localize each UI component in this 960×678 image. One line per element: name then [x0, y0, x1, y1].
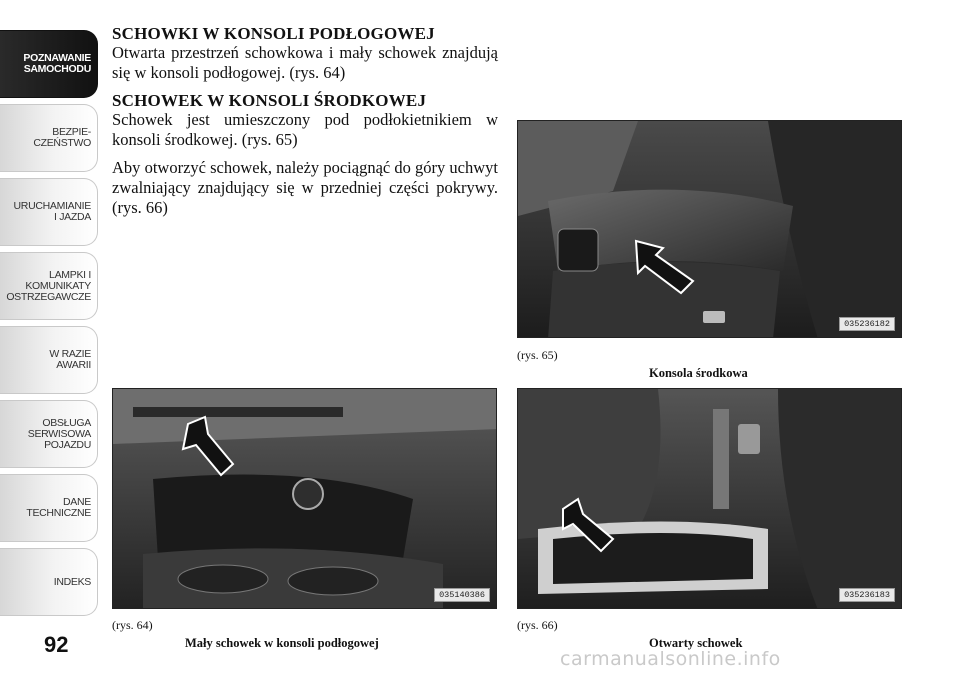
tab-uruchamianie-i-jazda[interactable]: URUCHAMIANIE I JAZDA — [0, 178, 98, 246]
figure-66-ref: (rys. 66) — [517, 618, 558, 632]
figure-64-image — [112, 388, 497, 609]
tab-bezpieczenstwo[interactable]: BEZPIE- CZEŃSTWO — [0, 104, 98, 172]
open-storage-illustration — [518, 389, 902, 609]
figure-66-code: 035236183 — [839, 588, 895, 602]
center-console-illustration — [518, 121, 902, 338]
figure-66-image — [517, 388, 902, 609]
tab-indeks[interactable]: INDEKS — [0, 548, 98, 616]
text-column — [112, 24, 498, 218]
paragraph-center-console-1: Schowek jest umieszczony pod podłokietnikiem w konsoli środkowej. (rys. 65) — [112, 110, 498, 149]
tab-w-razie-awarii[interactable]: W RAZIE AWARII — [0, 326, 98, 394]
chapter-sidebar — [0, 0, 100, 640]
figure-66-caption: Otwarty schowek — [649, 636, 743, 650]
section-heading-floor-console: SCHOWKI W KONSOLI PODŁOGOWEJ — [112, 24, 435, 43]
watermark: carmanualsonline.info — [560, 648, 781, 670]
figure-64-code: 035140386 — [434, 588, 490, 602]
paragraph-floor-console: Otwarta przestrzeń schowkowa i mały schowek znajdują się w konsoli podłogowej. (rys. 64) — [112, 43, 498, 82]
figure-64-ref: (rys. 64) — [112, 618, 153, 632]
tab-poznawanie-samochodu[interactable]: POZNAWANIE SAMOCHODU — [0, 30, 98, 98]
tab-obsluga-serwisowa[interactable]: OBSŁUGA SERWISOWA POJAZDU — [0, 400, 98, 468]
section-heading-center-console: SCHOWEK W KONSOLI ŚRODKOWEJ — [112, 91, 427, 110]
figure-65-ref: (rys. 65) — [517, 348, 558, 362]
page-number: 92 — [44, 632, 69, 657]
figure-65-caption: Konsola środkowa — [649, 366, 748, 380]
floor-console-illustration — [113, 389, 497, 609]
tab-dane-techniczne[interactable]: DANE TECHNICZNE — [0, 474, 98, 542]
figure-65-image — [517, 120, 902, 338]
figure-65-code: 035236182 — [839, 317, 895, 331]
figure-64-caption: Mały schowek w konsoli podłogowej — [185, 636, 379, 650]
tab-lampki-i-komunikaty[interactable]: LAMPKI I KOMUNIKATY OSTRZEGAWCZE — [0, 252, 98, 320]
paragraph-center-console-2: Aby otworzyć schowek, należy pociągnąć do góry uchwyt zwalniający znajdujący się w przedniej części pokrywy. (rys. 66) — [112, 158, 498, 217]
